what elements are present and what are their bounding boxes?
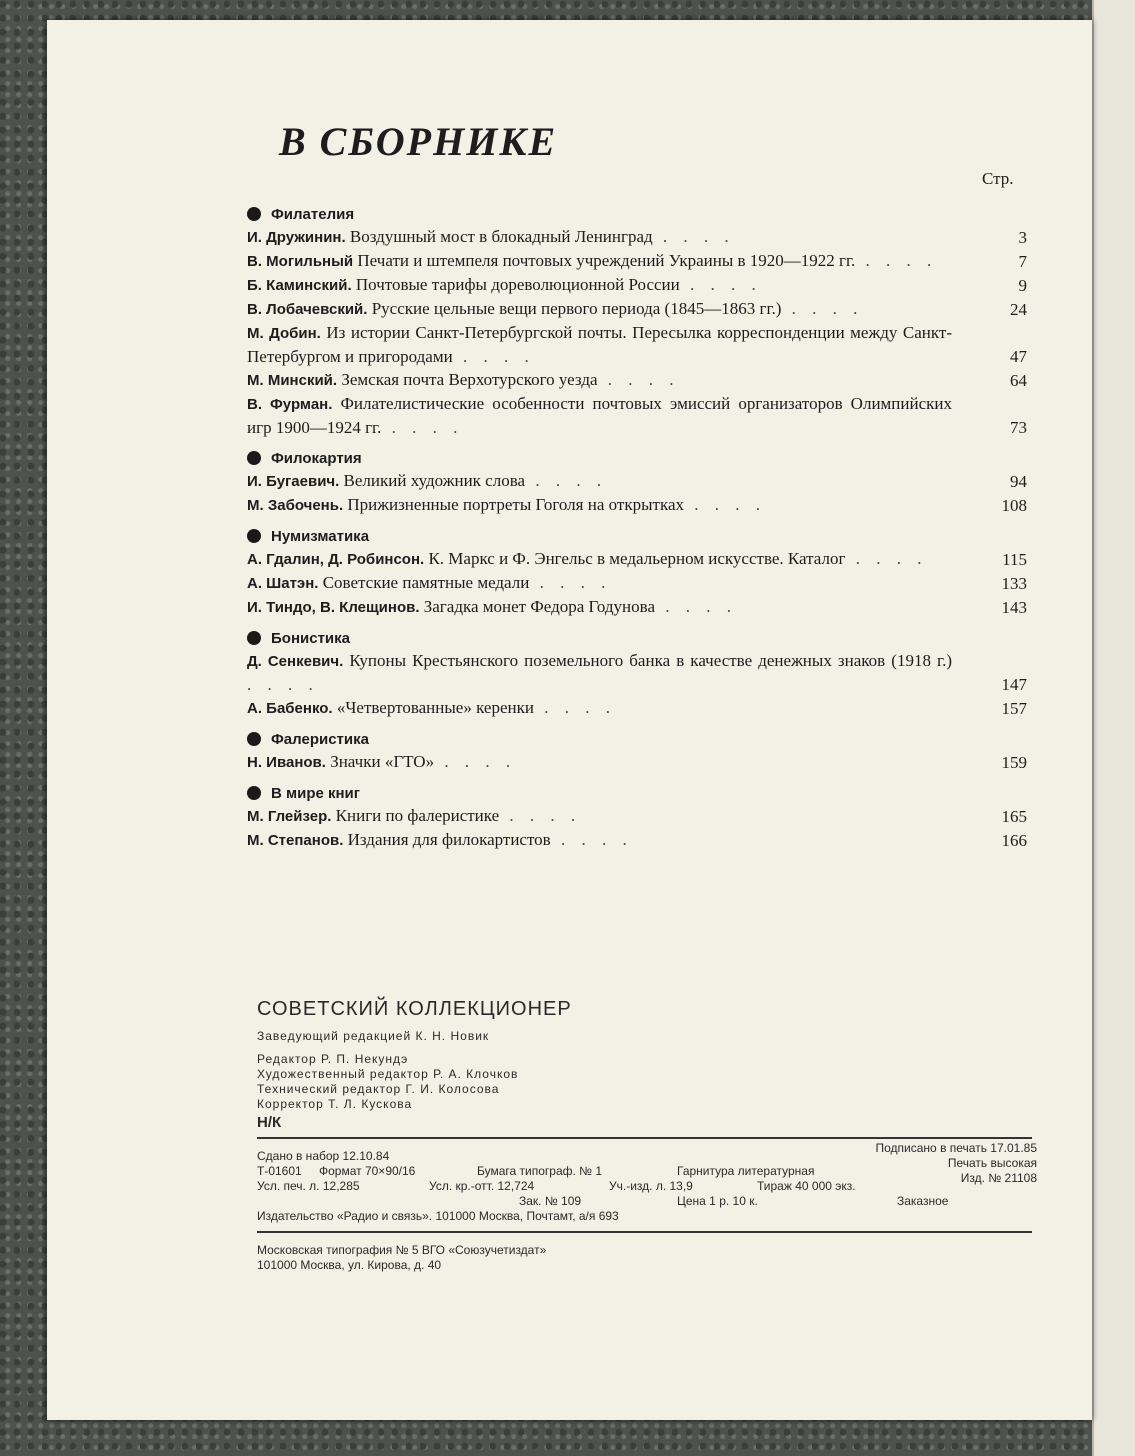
section-heading-label: В мире книг [271,784,361,802]
submitted-date: Сдано в набор 12.10.84 [257,1149,390,1163]
toc-entry [247,368,1027,392]
toc-section [247,728,1027,774]
entry-page-number: 7 [1018,252,1027,271]
entry-title: Печати и штемпеля почтовых учреждений Украины в 1920—1922 гг. [357,251,856,270]
section-heading-label: Нумизматика [271,527,370,545]
toc-entry [247,547,1027,571]
entry-author: М. Забочень. [247,497,344,514]
dot-leader: . . . . [655,597,737,616]
toc-entry [247,493,1027,517]
entry-page-number: 115 [1002,550,1027,569]
entry-author: В. Могильный [247,253,354,270]
section-heading-label: Филокартия [271,449,362,467]
entry-title: Русские цельные вещи первого периода (1845—1863 гг.) [371,299,782,318]
index-code: Т-01601 [257,1164,302,1178]
section-heading [247,447,1027,469]
entry-title: Из истории Санкт-Петербургской почты. Пересылка корреспонденции между Санкт-Петербургом и пригородами [247,323,952,366]
entry-page-number: 94 [1010,472,1027,491]
signed-date: Подписано в печать 17.01.85 [875,1141,1037,1155]
entry-title: Советские памятные медали [322,573,530,592]
dot-leader: . . . . [679,275,762,294]
toc-entry [247,321,1027,368]
proofreader: Корректор Т. Л. Кускова [257,1097,413,1111]
entry-page-number: 166 [1001,831,1027,850]
entry-author: И. Тиндо, В. Клещинов. [247,599,420,616]
entry-author: Н. Иванов. [247,754,326,771]
dot-leader: . . . . [381,418,464,437]
entry-title: Почтовые тарифы дореволюционной России [355,275,680,294]
publisher-address: Издательство «Радио и связь». 101000 Москва, Почтамт, а/я 693 [257,1209,619,1223]
section-heading [247,203,1027,225]
tech-editor: Технический редактор Г. И. Колосова [257,1082,500,1096]
entry-title: Великий художник слова [343,471,526,490]
table-of-contents [247,203,1027,860]
toc-entry [247,696,1027,720]
entry-author: А. Бабенко. [247,700,333,717]
entry-title: Загадка монет Федора Годунова [423,597,655,616]
dot-leader: . . . . [597,370,680,389]
color-sheets: Усл. кр.-отт. 12,724 [429,1179,535,1193]
printer-line-2: 101000 Москва, ул. Кирова, д. 40 [257,1258,442,1272]
divider [257,1137,1032,1139]
dot-leader: . . . . [525,471,608,490]
entry-title: Купоны Крестьянского поземельного банка в качестве денежных знаков (1918 г.) [349,651,952,670]
toc-entry [247,649,1027,696]
toc-entry [247,273,1027,297]
section-heading-label: Филателия [271,205,355,223]
dot-leader: . . . . [434,752,517,771]
bullet-icon [247,732,261,746]
entry-author: В. Фурман. [247,396,333,413]
ordered-label: Заказное [897,1194,949,1208]
toc-entry [247,469,1027,493]
bullet-icon [247,529,261,543]
entry-page-number: 47 [1010,347,1027,366]
entry-title: Значки «ГТО» [330,752,435,771]
toc-section [247,447,1027,517]
head-editor: Заведующий редакцией К. Н. Новик [257,1029,490,1043]
editor: Редактор Р. П. Некундэ [257,1052,409,1066]
paper: Бумага типограф. № 1 [477,1164,603,1178]
entry-title: Издания для филокартистов [347,830,551,849]
bullet-icon [247,207,261,221]
magazine-title: СОВЕТСКИЙ КОЛЛЕКЦИОНЕР [257,998,572,1020]
entry-author: Б. Каминский. [247,277,352,294]
art-editor: Художественный редактор Р. А. Клочков [257,1067,519,1081]
entry-author: В. Лобачевский. [247,301,368,318]
book-page [47,20,1092,1420]
publisher-sheets: Уч.-изд. л. 13,9 [609,1179,693,1193]
bullet-icon [247,631,261,645]
dot-leader: . . . . [781,299,864,318]
entry-author: И. Дружинин. [247,229,346,246]
entry-author: М. Минский. [247,372,338,389]
entry-author: М. Добин. [247,325,321,342]
toc-entry [247,595,1027,619]
entry-title: Книги по фалеристике [335,806,500,825]
toc-section [247,525,1027,619]
series-mark: Н/К [257,1114,282,1131]
section-heading-label: Бонистика [271,629,350,647]
entry-page-number: 3 [1018,228,1027,247]
entry-page-number: 133 [1001,574,1027,593]
entry-title: Воздушный мост в блокадный Ленинград [349,227,653,246]
toc-entry [247,750,1027,774]
dot-leader: . . . . [499,806,582,825]
toc-section [247,203,1027,439]
toc-entry [247,297,1027,321]
entry-title: «Четвертованные» керенки [336,698,534,717]
entry-title: Земская почта Верхотурского уезда [341,370,598,389]
entry-author: М. Глейзер. [247,808,332,825]
entry-author: И. Бугаевич. [247,473,340,490]
dot-leader: . . . . [845,549,928,568]
toc-section [247,627,1027,720]
printer-line-1: Московская типография № 5 ВГО «Союзучетиздат» [257,1243,547,1257]
entry-page-number: 24 [1010,300,1027,319]
dot-leader: . . . . [652,227,735,246]
adjacent-page-edge [1092,0,1135,1456]
toc-entry [247,828,1027,852]
entry-author: Д. Сенкевич. [247,653,344,670]
entry-page-number: 73 [1010,418,1027,437]
page-title: В СБОРНИКЕ [279,119,558,164]
imprint-block [257,998,1037,1273]
entry-author: А. Гдалин, Д. Робинсон. [247,551,425,568]
dot-leader: . . . . [550,830,633,849]
toc-entry [247,571,1027,595]
section-heading [247,525,1027,547]
bullet-icon [247,451,261,465]
section-heading [247,782,1027,804]
toc-section [247,782,1027,852]
toc-entry [247,249,1027,273]
entry-page-number: 157 [1001,699,1027,718]
entry-page-number: 64 [1010,371,1027,390]
bullet-icon [247,786,261,800]
dot-leader: . . . . [529,573,612,592]
entry-page-number: 143 [1001,598,1027,617]
divider [257,1231,1032,1233]
section-heading-label: Фалеристика [271,730,369,748]
order-number: Зак. № 109 [519,1194,582,1208]
toc-entry [247,804,1027,828]
entry-title: К. Маркс и Ф. Энгельс в медальерном искусстве. Каталог [428,549,846,568]
toc-entry [247,392,1027,439]
entry-page-number: 9 [1018,276,1027,295]
page-number-column-header: Стр. [982,169,1014,188]
entry-page-number: 147 [1001,675,1027,694]
publication-number: Изд. № 21108 [960,1171,1037,1185]
print-sheets: Усл. печ. л. 12,285 [257,1179,360,1193]
entry-author: М. Степанов. [247,832,344,849]
entry-author: А. Шатэн. [247,575,319,592]
entry-page-number: 165 [1001,807,1027,826]
entry-title: Прижизненные портреты Гоголя на открытках [347,495,684,514]
dot-leader: . . . . [855,251,938,270]
toc-entry [247,225,1027,249]
section-heading [247,627,1027,649]
section-heading [247,728,1027,750]
production-details [257,1141,1037,1223]
format: Формат 70×90/16 [319,1164,416,1178]
price: Цена 1 р. 10 к. [677,1194,758,1208]
entry-page-number: 159 [1001,753,1027,772]
print-run: Тираж 40 000 экз. [757,1179,856,1193]
dot-leader: . . . . [247,675,319,694]
dot-leader: . . . . [684,495,766,514]
dot-leader: . . . . [452,347,535,366]
dot-leader: . . . . [533,698,616,717]
typeface: Гарнитура литературная [677,1164,815,1178]
entry-page-number: 108 [1001,496,1027,515]
entry-title: Филателистические особенности почтовых эмиссий организаторов Олимпийских игр 1900—1924 гг. [247,394,952,437]
print-type: Печать высокая [947,1156,1037,1170]
